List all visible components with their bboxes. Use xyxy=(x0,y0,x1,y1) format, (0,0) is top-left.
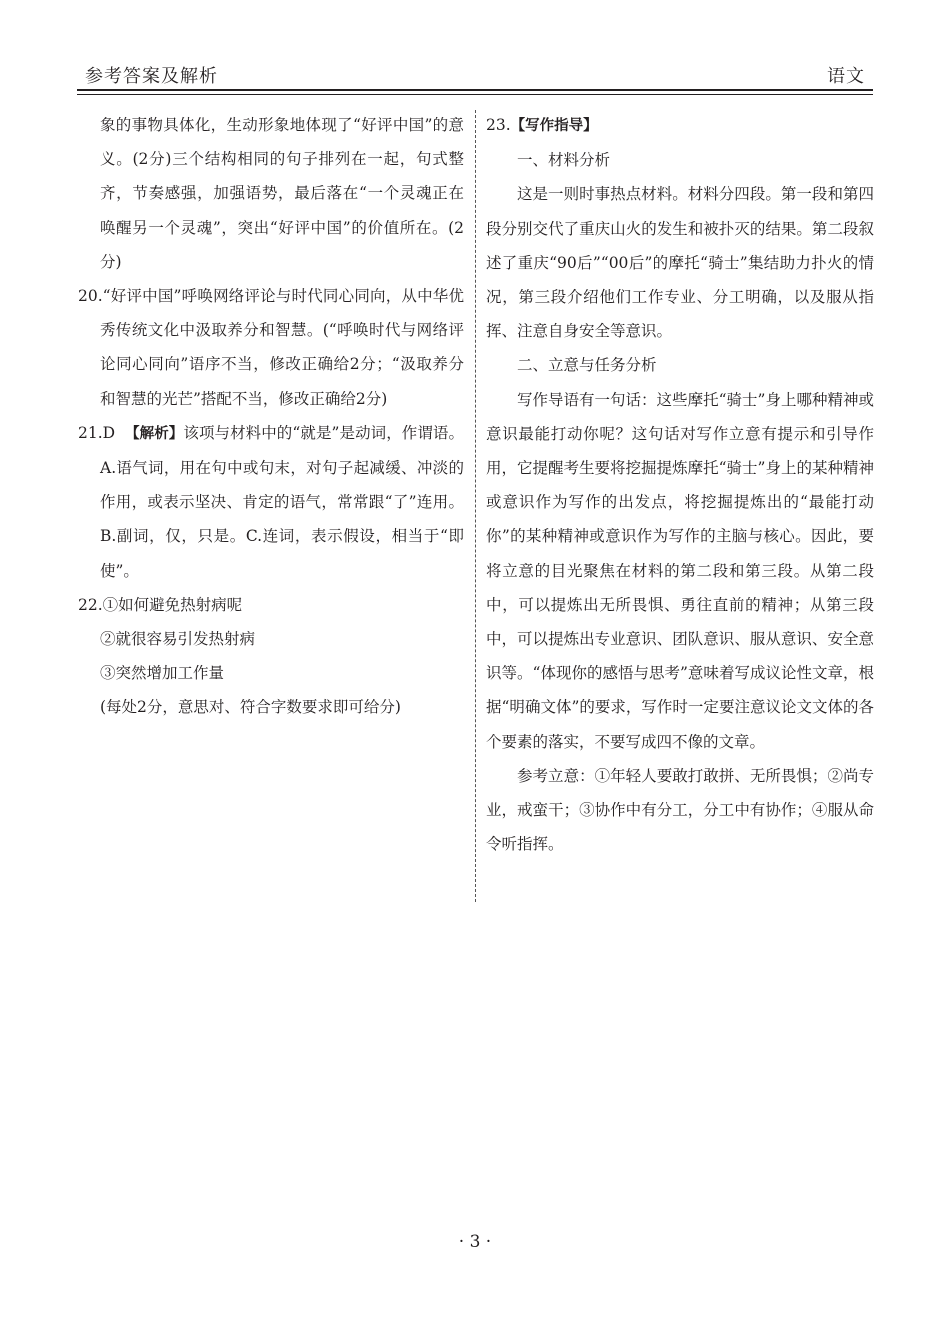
header-title: 参考答案及解析 xyxy=(85,66,218,87)
reference-ideas: 参考立意：①年轻人要敢打敢拼、无所畏惧；②尚专业，戒蛮干；③协作中有分工，分工中有协作；④服从命令听指挥。 xyxy=(486,766,874,854)
answer-23-tag: 【写作指导】 xyxy=(510,118,598,134)
right-column xyxy=(486,108,874,861)
header-subject: 语文 xyxy=(827,66,865,87)
answer-22-note: (每处2分，意思对、符合字数要求即可给分) xyxy=(100,698,401,717)
section-1-text: 这是一则时事热点材料。材料分四段。第一段和第四段分别交代了重庆山火的发生和被扑灭的结果。第二段叙述了重庆“90后”“00后”的摩托“骑士”集结助力扑火的情况，第三段介绍他们工作专业、分工明确，以及服从指挥、注意自身安全等意识。 xyxy=(486,185,874,341)
answer-21-text: 该项与材料中的“就是”是动词，作谓语。A.语气词，用在句中或句末，对句子起减缓、冲淡的作用，或表示坚决、肯定的语气，常常跟“了”连用。B.副词，仅，只是。C.连词，表示假设，相当于“即使”。 xyxy=(100,423,465,580)
page-number: · 3 · xyxy=(458,1232,492,1252)
answer-23-heading xyxy=(486,108,874,143)
answer-23-number: 23. xyxy=(486,116,511,134)
header-rule-thin xyxy=(77,94,873,95)
section-1-title: 一、材料分析 xyxy=(517,151,611,170)
left-column xyxy=(78,108,464,725)
answer-21-number: 21.D xyxy=(78,423,116,442)
answer-21-tag: 【解析】 xyxy=(125,425,184,442)
answer-19-continuation: 象的事物具体化，生动形象地体现了“好评中国”的意义。(2分)三个结构相同的句子排列在一起，句式整齐，节奏感强，加强语势，最后落在“一个灵魂正在唤醒另一个灵魂”，突出“好评中国”的价值所在。(2分) xyxy=(100,116,464,271)
section-2-title: 二、立意与任务分析 xyxy=(517,356,657,375)
page-header xyxy=(77,58,873,90)
answer-22-line-1: 22.①如何避免热射病呢 xyxy=(78,595,243,614)
section-2-text: 写作导语有一句话：这些摩托“骑士”身上哪种精神或意识最能打动你呢？这句话对写作立意有提示和引导作用，它提醒考生要将挖掘提炼摩托“骑士”身上的某种精神或意识作为写作的出发点，将挖掘提炼出的“最能打动你”的某种精神或意识作为写作的主脑与核心。因此，要将立意的目光聚焦在材料的第二段和第三段。从第二段中，可以提炼出无所畏惧、勇往直前的精神；从第三段中，可以提炼出专业意识、团队意识、服从意识、安全意识等。“体现你的感悟与思考”意味着写成议论性文章，根据“明确文体”的要求，写作时一定要注意议论文文体的各个要素的落实，不要写成四不像的文章。 xyxy=(486,390,874,751)
column-divider xyxy=(475,110,476,902)
answer-22-line-3: ③突然增加工作量 xyxy=(100,664,225,683)
answer-20: 20.“好评中国”呼唤网络评论与时代同心同向，从中华优秀传统文化中汲取养分和智慧。(“呼唤时代与网络评论同心同向”语序不当，修改正确给2分；“汲取养分和智慧的光芒”搭配不当，修改正确给2分) xyxy=(78,287,464,408)
answer-21 xyxy=(78,416,464,588)
header-rule-thick xyxy=(77,89,873,91)
answer-22-line-2: ②就很容易引发热射病 xyxy=(100,630,256,649)
